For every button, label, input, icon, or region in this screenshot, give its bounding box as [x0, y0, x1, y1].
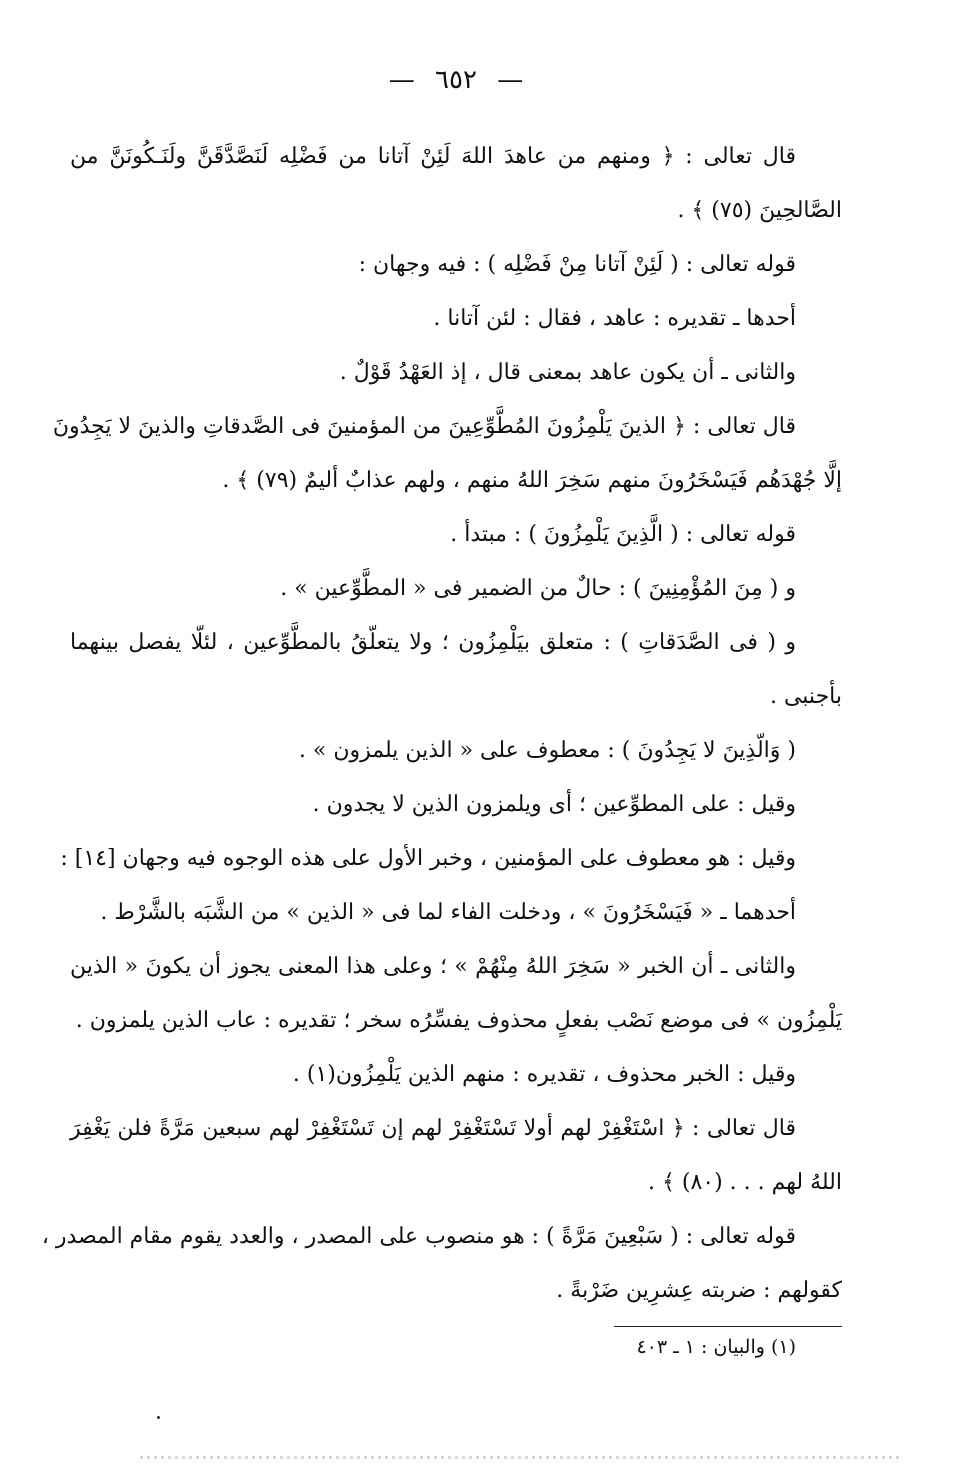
page-number-dash: — — [497, 65, 524, 95]
text-line: والثانى ـ أن الخبر « سَخِرَ اللهُ مِنْهُمْ » ؛ وعلى هذا المعنى يجوز أن يكونَ « الذين — [70, 954, 796, 979]
page-number — [70, 60, 842, 100]
text-line: بأجنبى . — [769, 684, 842, 709]
text-line: كقولهم : ضربته عِشرِين ضَرْبةً . — [556, 1278, 842, 1303]
text-line: قال تعالى : ﴿ الذينَ يَلْمِزُونَ المُطَّوِّعِينَ من المؤمنينَ فى الصَّدقاتِ والذينَ لا يَجِدُونَ — [52, 414, 796, 439]
text-line: ( وَالّذِينَ لا يَجِدُونَ ) : معطوف على « الذين يلمزون » . — [298, 738, 796, 763]
text-line: وقيل : هو معطوف على المؤمنين ، وخبر الأول على هذه الوجوه فيه وجهان [١٤] : — [60, 846, 796, 871]
text-line: أحدهما ـ « فَيَسْخَرُونَ » ، ودخلت الفاء لما فى « الذين » من الشَّبَه بالشَّرْط . — [100, 900, 796, 925]
text-line: قال تعالى : ﴿ ومنهم من عاهدَ اللهَ لَئِنْ آتانا من فَضْلِه لَنَصَّدَّقَنَّ ولَنَـكُونَنَّ من — [70, 144, 796, 169]
text-line: قوله تعالى : ( الَّذِينَ يَلْمِزُونَ ) : مبتدأ . — [450, 522, 796, 547]
page-number-dash: — — [388, 65, 415, 95]
page-number-value: ٦٥٢ — [435, 65, 477, 95]
document-page — [41, 60, 842, 1367]
text-line: إلَّا جُهْدَهُم فَيَسْخَرُونَ منهم سَخِرَ اللهُ منهم ، ولهم عذابٌ أليمٌ (٧٩) ﴾ . — [222, 468, 842, 493]
text-line: قال تعالى : ﴿ اسْتَغْفِرْ لهم أولا تَسْتَغْفِرْ لهم إن تَسْتَغْفِرْ لهم سبعين مَرَّةً فلن يَغْفِرَ — [70, 1116, 796, 1141]
footnote: (١) والبيان : ١ ـ ٤٠٣ — [636, 1336, 796, 1358]
text-line: أحدها ـ تقديره : عاهد ، فقال : لئن آتانا . — [433, 306, 796, 331]
text-line: و ( مِنَ المُؤْمِنِينَ ) : حالٌ من الضمير فى « المطَّوِّعين » . — [280, 576, 796, 601]
scan-speck — [157, 1416, 160, 1419]
text-line: يَلْمِزُون » فى موضع نَصْب بفعلٍ محذوف يفسِّرُه سخر ؛ تقديره : عاب الذين يلمزون . — [75, 1008, 842, 1033]
scan-edge — [140, 1456, 900, 1459]
body-text — [41, 130, 842, 1318]
text-line: والثانى ـ أن يكون عاهد بمعنى قال ، إذ العَهْدُ قَوْلٌ . — [339, 360, 796, 385]
text-line: وقيل : الخبر محذوف ، تقديره : منهم الذين يَلْمِزُون(١) . — [292, 1062, 796, 1087]
text-line: الصَّالحِينَ (٧٥) ﴾ . — [677, 198, 842, 223]
text-line: و ( فى الصَّدَقاتِ ) : متعلق بيَلْمِزُون ؛ ولا يتعلّقُ بالمطَّوِّعين ، لئلّا يفصل بينهما — [70, 630, 796, 655]
text-line: وقيل : على المطوِّعين ؛ أى ويلمزون الذين لا يجدون . — [312, 792, 796, 817]
text-line: اللهُ لهم . . . (٨٠) ﴾ . — [647, 1170, 842, 1195]
text-line: قوله تعالى : ( لَئِنْ آتانا مِنْ فَضْلِه ) : فيه وجهان : — [358, 252, 796, 277]
text-line: قوله تعالى : ( سَبْعِينَ مَرَّةً ) : هو منصوب على المصدر ، والعدد يقوم مقام المصدر ، — [41, 1224, 796, 1249]
